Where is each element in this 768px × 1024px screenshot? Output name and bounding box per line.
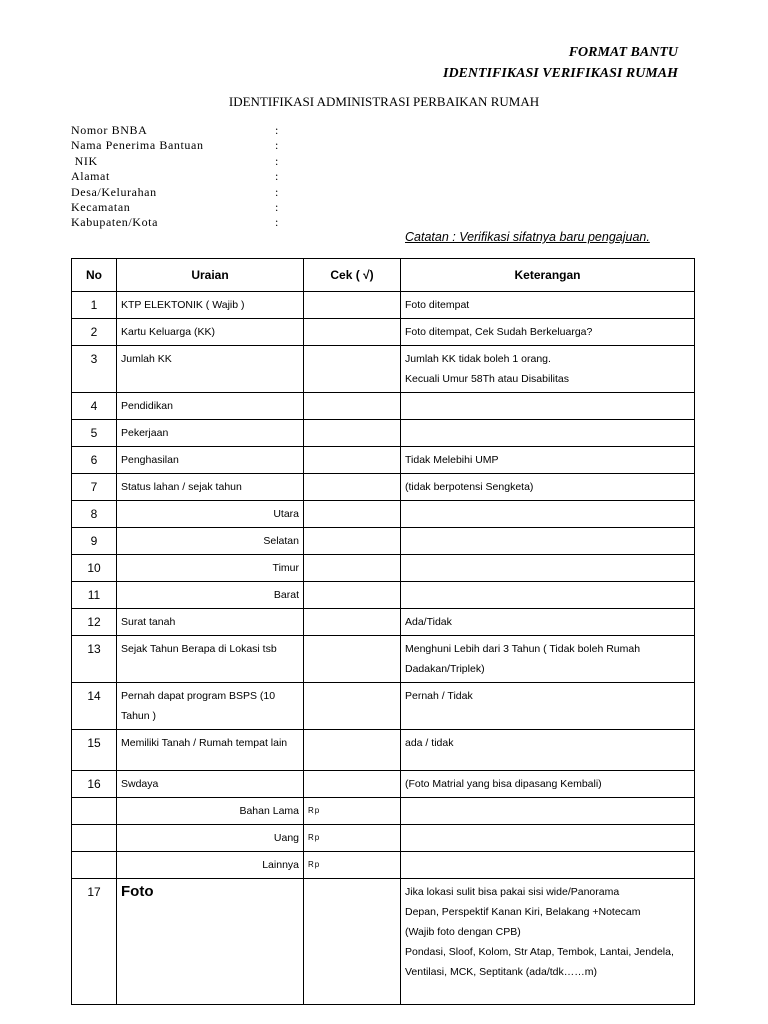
identity-fields [71, 123, 311, 231]
table-row [72, 319, 695, 346]
row-cek[interactable] [304, 730, 401, 771]
table-row [72, 683, 695, 730]
row-uraian: Pendidikan [117, 393, 304, 420]
row-cek[interactable] [304, 555, 401, 582]
row-keterangan [401, 683, 695, 730]
row-number [72, 852, 117, 879]
row-keterangan [401, 447, 695, 474]
row-uraian: Status lahan / sejak tahun [117, 474, 304, 501]
table-row [72, 474, 695, 501]
row-number: 2 [72, 319, 117, 346]
keterangan-line: Menghuni Lebih dari 3 Tahun ( Tidak boleh Rumah [405, 643, 641, 655]
field-desa-kelurahan [71, 185, 311, 200]
row-uraian: Lainnya [117, 852, 304, 879]
keterangan-line: ada / tidak [405, 737, 454, 749]
row-uraian: Surat tanah [117, 609, 304, 636]
note-text: Catatan : Verifikasi sifatnya baru pengajuan. [405, 230, 650, 244]
row-number: 14 [72, 683, 117, 730]
row-number: 12 [72, 609, 117, 636]
row-uraian: Swdaya [117, 771, 304, 798]
header-cek: Cek ( √) [304, 259, 401, 292]
table-row [72, 528, 695, 555]
row-number: 9 [72, 528, 117, 555]
row-cek[interactable] [304, 393, 401, 420]
field-nik [71, 154, 311, 169]
verification-table [71, 258, 695, 1005]
row-number: 10 [72, 555, 117, 582]
row-uraian: Selatan [117, 528, 304, 555]
table-row [72, 730, 695, 771]
row-uraian: Kartu Keluarga (KK) [117, 319, 304, 346]
row-keterangan [401, 292, 695, 319]
row-number: 17 [72, 879, 117, 1005]
row-keterangan [401, 636, 695, 683]
keterangan-line: Jumlah KK tidak boleh 1 orang. [405, 353, 551, 365]
row-cek[interactable] [304, 319, 401, 346]
keterangan-line: Pernah / Tidak [405, 690, 473, 702]
row-keterangan [401, 879, 695, 1005]
field-label: Desa/Kelurahan [71, 184, 157, 199]
row-uraian: Memiliki Tanah / Rumah tempat lain [117, 730, 304, 771]
row-uraian: Foto [117, 879, 304, 1005]
keterangan-line: (Foto Matrial yang bisa dipasang Kembali) [405, 778, 602, 790]
header-line-1: FORMAT BANTU [568, 45, 678, 60]
keterangan-line: Jika lokasi sulit bisa pakai sisi wide/Panorama [405, 886, 620, 898]
row-keterangan [401, 420, 695, 447]
row-keterangan [401, 319, 695, 346]
row-keterangan [401, 528, 695, 555]
row-uraian: Sejak Tahun Berapa di Lokasi tsb [117, 636, 304, 683]
field-kecamatan [71, 200, 311, 215]
document-title: IDENTIFIKASI ADMINISTRASI PERBAIKAN RUMAH [228, 94, 540, 109]
table-row [72, 420, 695, 447]
table-row [72, 609, 695, 636]
row-number: 1 [72, 292, 117, 319]
keterangan-line: Dadakan/Triplek) [405, 663, 485, 675]
row-number [72, 798, 117, 825]
field-label: Alamat [71, 169, 110, 184]
field-kabupaten-kota [71, 215, 311, 230]
keterangan-line: Tidak Melebihi UMP [405, 454, 499, 466]
row-number: 6 [72, 447, 117, 474]
row-cek[interactable] [304, 292, 401, 319]
row-keterangan [401, 609, 695, 636]
keterangan-line: (Wajib foto dengan CPB) [405, 926, 521, 938]
keterangan-line: Ada/Tidak [405, 616, 452, 628]
row-uraian: Utara [117, 501, 304, 528]
field-colon: : [275, 153, 279, 168]
row-cek[interactable] [304, 474, 401, 501]
row-uraian: Barat [117, 582, 304, 609]
row-cek[interactable] [304, 609, 401, 636]
field-colon: : [275, 215, 279, 230]
row-cek[interactable] [304, 879, 401, 1005]
row-uraian: KTP ELEKTONIK ( Wajib ) [117, 292, 304, 319]
row-keterangan [401, 393, 695, 420]
table-row [72, 852, 695, 879]
header-no: No [72, 259, 117, 292]
row-number: 4 [72, 393, 117, 420]
row-uraian: Pernah dapat program BSPS (10 Tahun ) [117, 683, 304, 730]
table-row [72, 393, 695, 420]
row-uraian: Bahan Lama [117, 798, 304, 825]
row-number: 7 [72, 474, 117, 501]
field-alamat [71, 169, 311, 184]
table-row [72, 771, 695, 798]
row-number: 16 [72, 771, 117, 798]
row-cek[interactable]: Rp [304, 798, 401, 825]
table-row [72, 346, 695, 393]
table-row [72, 825, 695, 852]
row-number: 13 [72, 636, 117, 683]
header-keterangan: Keterangan [401, 259, 695, 292]
row-keterangan [401, 825, 695, 852]
field-nomor-bnba [71, 123, 311, 138]
row-number: 3 [72, 346, 117, 393]
keterangan-line: (tidak berpotensi Sengketa) [405, 481, 534, 493]
keterangan-line: Foto ditempat, Cek Sudah Berkeluarga? [405, 326, 593, 338]
row-uraian: Pekerjaan [117, 420, 304, 447]
header-line-2: IDENTIFIKASI VERIFIKASI RUMAH [443, 66, 678, 81]
row-cek[interactable] [304, 346, 401, 393]
row-keterangan [401, 555, 695, 582]
row-keterangan [401, 852, 695, 879]
table-row [72, 447, 695, 474]
table-row [72, 501, 695, 528]
row-cek[interactable] [304, 636, 401, 683]
field-label: Kabupaten/Kota [71, 215, 159, 230]
table-row [72, 555, 695, 582]
row-uraian: Penghasilan [117, 447, 304, 474]
row-keterangan [401, 501, 695, 528]
row-uraian: Jumlah KK [117, 346, 304, 393]
header-uraian: Uraian [117, 259, 304, 292]
row-cek[interactable] [304, 528, 401, 555]
row-cek[interactable]: Rp [304, 825, 401, 852]
table-row [72, 292, 695, 319]
row-uraian: Uang [117, 825, 304, 852]
row-cek[interactable] [304, 447, 401, 474]
table-row [72, 636, 695, 683]
row-keterangan [401, 730, 695, 771]
keterangan-line: Foto ditempat [405, 299, 470, 311]
row-number [72, 825, 117, 852]
row-number: 11 [72, 582, 117, 609]
field-label: Kecamatan [71, 199, 131, 214]
row-keterangan [401, 771, 695, 798]
field-colon: : [275, 184, 279, 199]
table-row [72, 798, 695, 825]
row-keterangan [401, 798, 695, 825]
field-colon: : [275, 123, 279, 137]
field-label: NIK [71, 153, 98, 168]
row-number: 5 [72, 420, 117, 447]
row-uraian: Timur [117, 555, 304, 582]
row-keterangan [401, 582, 695, 609]
row-cek[interactable] [304, 501, 401, 528]
keterangan-line: Pondasi, Sloof, Kolom, Str Atap, Tembok, Lantai, Jendela, [405, 946, 674, 958]
row-cek[interactable]: Rp [304, 852, 401, 879]
row-cek[interactable] [304, 582, 401, 609]
row-keterangan [401, 474, 695, 501]
field-label: Nama Penerima Bantuan [71, 138, 204, 153]
keterangan-line: Depan, Perspektif Kanan Kiri, Belakang +Notecam [405, 906, 641, 918]
table-header-row [72, 259, 695, 292]
field-colon: : [275, 169, 279, 184]
table-row [72, 582, 695, 609]
field-label: Nomor BNBA [71, 123, 148, 137]
row-cek[interactable] [304, 771, 401, 798]
row-number: 15 [72, 730, 117, 771]
keterangan-line: Ventilasi, MCK, Septitank (ada/tdk……m) [405, 966, 597, 978]
row-number: 8 [72, 501, 117, 528]
keterangan-line: Kecuali Umur 58Th atau Disabilitas [405, 373, 569, 385]
row-cek[interactable] [304, 420, 401, 447]
table-body [72, 292, 695, 1005]
row-cek[interactable] [304, 683, 401, 730]
row-keterangan [401, 346, 695, 393]
table-row [72, 879, 695, 1005]
field-colon: : [275, 138, 279, 153]
field-colon: : [275, 199, 279, 214]
field-nama-penerima [71, 138, 311, 153]
